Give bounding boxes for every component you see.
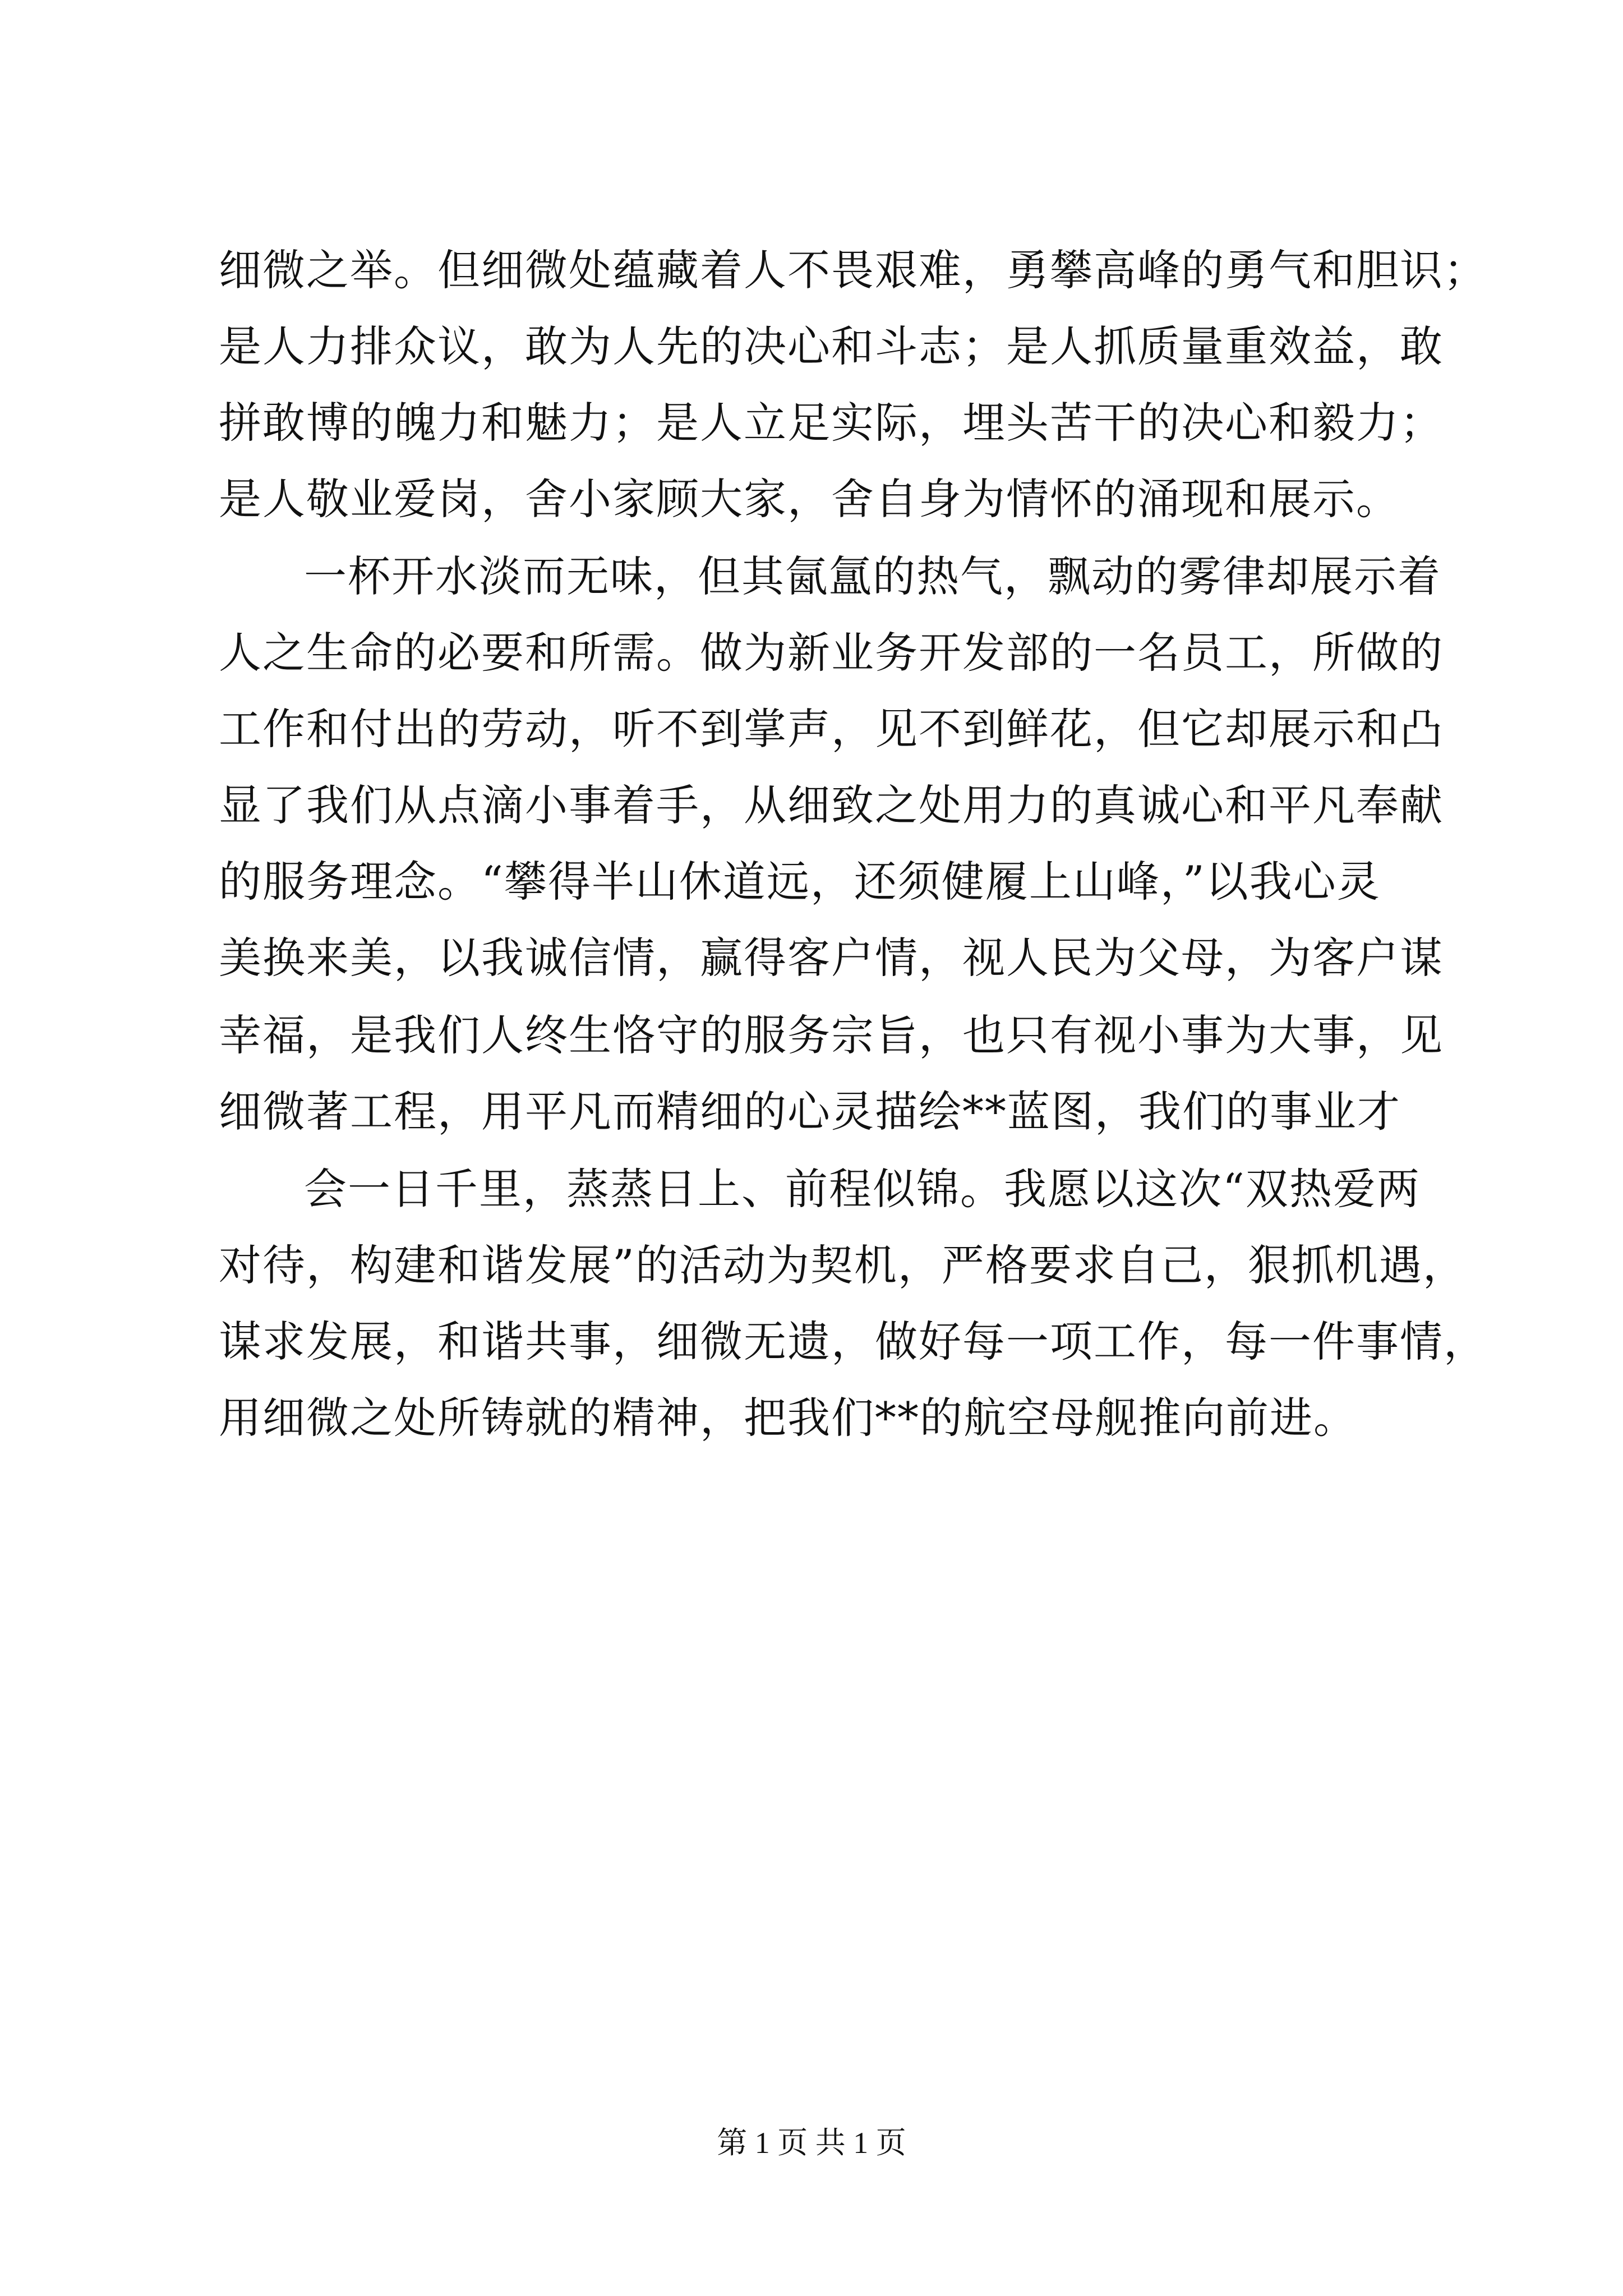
text-line: 显了我们从点滴小事着手，从细致之处用力的真诚心和平凡奉献 (219, 780, 1444, 830)
text-line: 会一日千里，蒸蒸日上、前程似锦。我愿以这次“双热爱两 (304, 1164, 1421, 1214)
text-line: 幸福，是我们人终生恪守的服务宗旨，也只有视小事为大事，见 (219, 1010, 1444, 1060)
page-number-footer: 第 1 页 共 1 页 (717, 2126, 906, 2160)
text-line: 美换来美，以我诚信情，赢得客户情，视人民为父母，为客户谋 (219, 933, 1444, 983)
text-line: 人之生命的必要和所需。做为新业务开发部的一名员工，所做的 (219, 628, 1444, 678)
text-line: 的服务理念。“攀得半山休道远，还须健履上山峰，”以我心灵 (219, 857, 1381, 907)
text-line: 是人力排众议，敢为人先的决心和斗志；是人抓质量重效益，敢 (219, 321, 1444, 371)
text-line: 一杯开水淡而无味，但其氤氲的热气，飘动的雾律却展示着 (304, 551, 1441, 601)
text-line: 用细微之处所铸就的精神，把我们**的航空母舰推向前进。 (219, 1393, 1357, 1443)
text-line: 工作和付出的劳动，听不到掌声，见不到鲜花，但它却展示和凸 (219, 704, 1444, 754)
text-line: 对待，构建和谐发展”的活动为契机，严格要求自己，狠抓机遇， (219, 1240, 1467, 1290)
text-line: 细微之举。但细微处蕴藏着人不畏艰难，勇攀高峰的勇气和胆识； (219, 245, 1487, 295)
text-line: 拼敢博的魄力和魅力；是人立足实际，埋头苦干的决心和毅力； (219, 398, 1444, 448)
text-line: 是人敬业爱岗，舍小家顾大家，舍自身为情怀的涌现和展示。 (219, 474, 1400, 524)
text-line: 细微著工程，用平凡而精细的心灵描绘**蓝图，我们的事业才 (219, 1087, 1401, 1137)
text-line: 谋求发展，和谐共事，细微无遗，做好每一项工作，每一件事情， (219, 1317, 1487, 1366)
